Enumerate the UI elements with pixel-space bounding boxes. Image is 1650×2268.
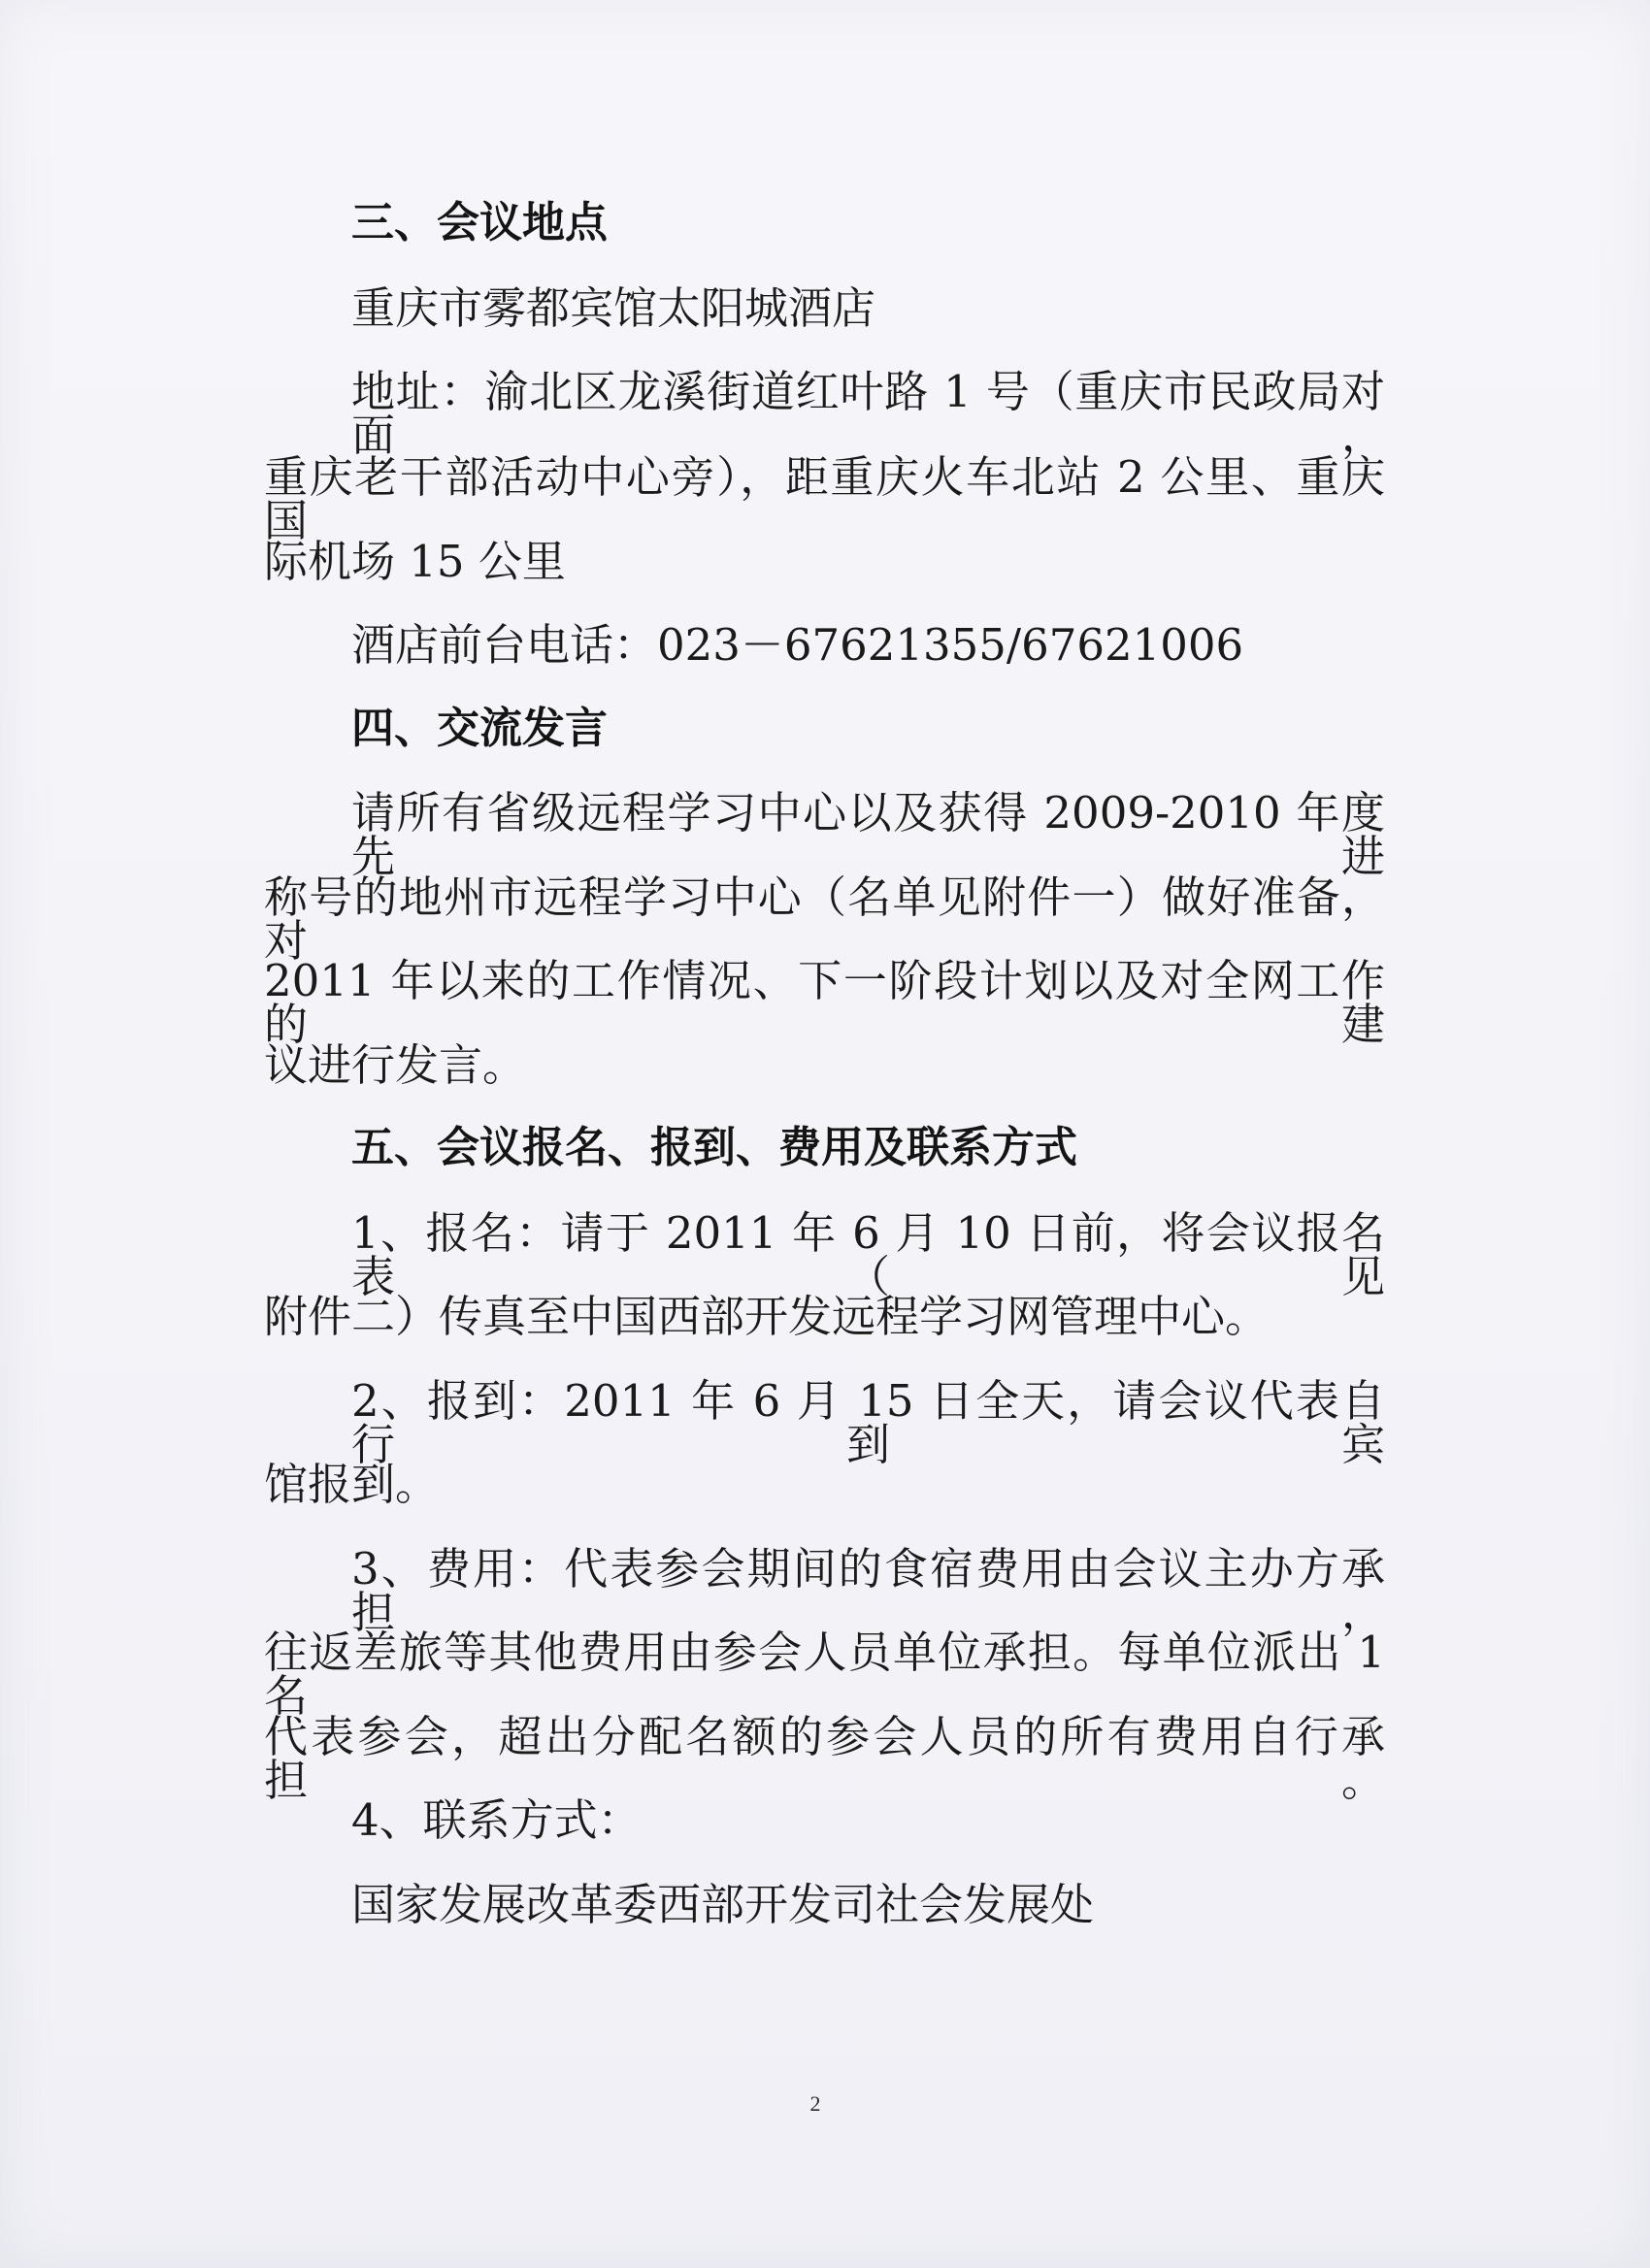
address-line-3: 际机场 15 公里 <box>264 536 566 587</box>
address-line-1: 地址：渝北区龙溪街道红叶路 1 号（重庆市民政局对面， <box>351 366 1385 461</box>
page-number: 2 <box>809 2091 821 2116</box>
speech-para-line-1: 请所有省级远程学习中心以及获得 2009-2010 年度先进 <box>351 787 1385 882</box>
registration-item-3-line-2: 往返差旅等其他费用由参会人员单位承担。每单位派出 1 名 <box>264 1627 1385 1722</box>
section-heading-registration: 五、会议报名、报到、费用及联系方式 <box>351 1123 1077 1172</box>
speech-para-line-2: 称号的地州市远程学习中心（名单见附件一）做好准备，对 <box>264 871 1385 967</box>
registration-item-3-line-3: 代表参会，超出分配名额的参会人员的所有费用自行承担。 <box>264 1711 1385 1806</box>
venue-name: 重庆市雾都宾馆太阳城酒店 <box>351 282 876 334</box>
registration-item-2-line-2: 馆报到。 <box>264 1459 440 1510</box>
speech-para-line-4: 议进行发言。 <box>264 1039 527 1091</box>
hotel-phone: 酒店前台电话：023－67621355/67621006 <box>351 619 1244 671</box>
section-heading-speech: 四、交流发言 <box>351 704 608 753</box>
address-line-2: 重庆老干部活动中心旁），距重庆火车北站 2 公里、重庆国 <box>264 451 1385 546</box>
speech-para-line-3: 2011 年以来的工作情况、下一阶段计划以及对全网工作的建 <box>264 955 1385 1050</box>
section-heading-venue: 三、会议地点 <box>351 198 608 247</box>
registration-item-2-line-1: 2、报到：2011 年 6 月 15 日全天，请会议代表自行到宾 <box>351 1375 1385 1470</box>
registration-item-1-line-2: 附件二）传真至中国西部开发远程学习网管理中心。 <box>264 1291 1270 1342</box>
contact-organization: 国家发展改革委西部开发司社会发展处 <box>351 1879 1095 1930</box>
registration-item-4-label: 4、联系方式： <box>351 1794 642 1846</box>
registration-item-3-line-1: 3、费用：代表参会期间的食宿费用由会议主办方承担， <box>351 1543 1385 1638</box>
registration-item-1-line-1: 1、报名：请于 2011 年 6 月 10 日前，将会议报名表（见 <box>351 1207 1385 1302</box>
